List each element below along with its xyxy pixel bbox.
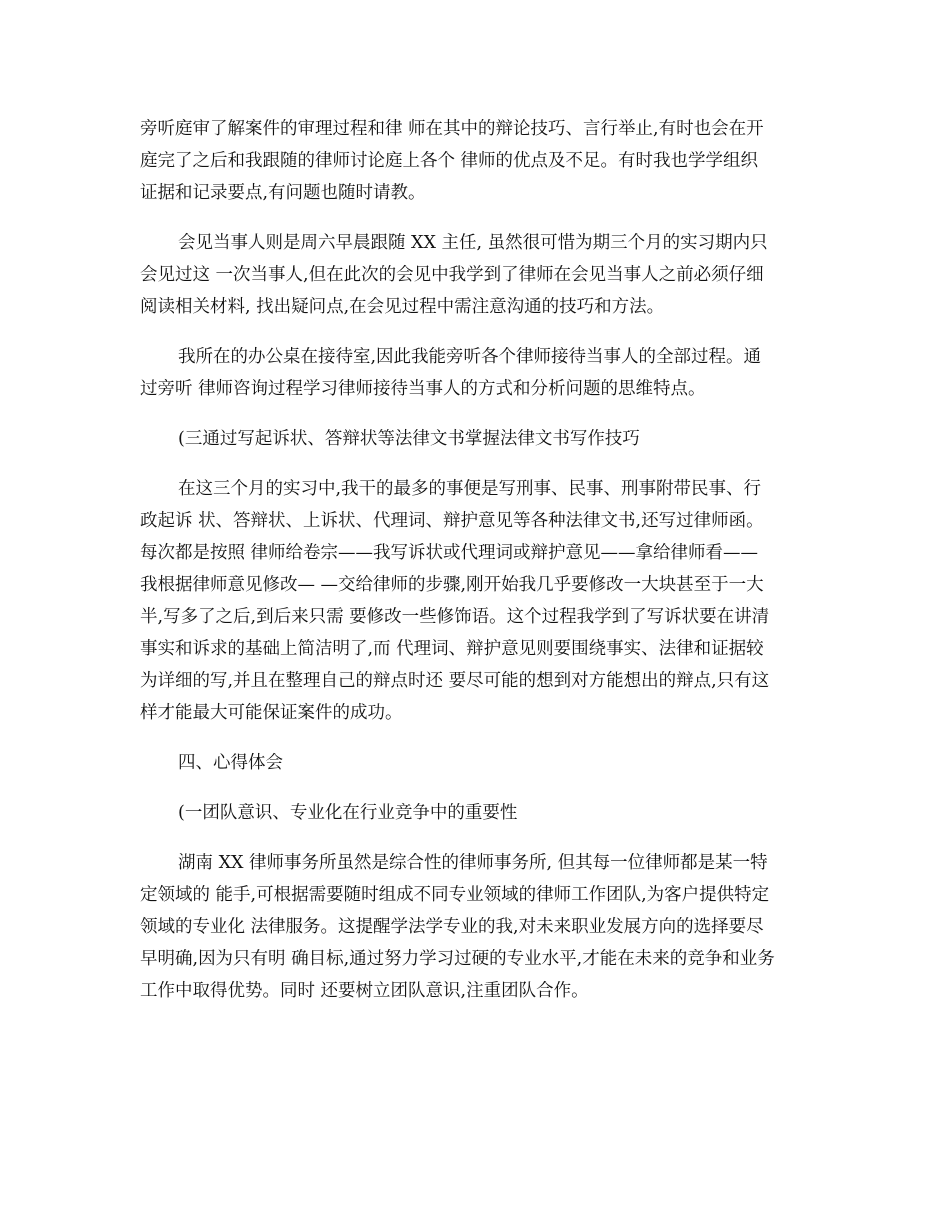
text-line: 定领域的 能手,可根据需要随时组成不同专业领域的律师工作团队,为客户提供特定 bbox=[140, 885, 770, 905]
paragraph-courtroom-observation bbox=[140, 113, 820, 209]
text-line: 早明确,因为只有明 确目标,通过努力学习过硬的专业水平,才能在未来的竞争和业务 bbox=[140, 949, 775, 969]
text-line: 我所在的办公桌在接待室,因此我能旁听各个律师接待当事人的全部过程。通 bbox=[178, 347, 762, 367]
text-line: 旁听庭审了解案件的审理过程和律 师在其中的辩论技巧、言行举止,有时也会在开 bbox=[140, 119, 764, 139]
text-line: 庭完了之后和我跟随的律师讨论庭上各个 律师的优点及不足。有时我也学学组织 bbox=[140, 151, 759, 171]
text-line: 过旁听 律师咨询过程学习律师接待当事人的方式和分析问题的思维特点。 bbox=[140, 379, 706, 399]
text-line: 湖南 XX 律师事务所虽然是综合性的律师事务所, 但其每一位律师都是某一特 bbox=[178, 853, 768, 873]
text-line: 我根据律师意见修改— —交给律师的步骤,刚开始我几乎要修改一大块甚至于一大 bbox=[140, 575, 764, 595]
text-line: 每次都是按照 律师给卷宗——我写诉状或代理词或辩护意见——拿给律师看—— bbox=[140, 543, 759, 563]
text-line: 政起诉 状、答辩状、上诉状、代理词、辩护意见等各种法律文书,还写过律师函。 bbox=[140, 511, 764, 531]
text-line: 事实和诉求的基础上简洁明了,而 代理词、辩护意见则要围绕事实、法律和证据较 bbox=[140, 639, 764, 659]
heading-line: 四、心得体会 bbox=[178, 753, 283, 773]
text-line: 领域的专业化 法律服务。这提醒学法学专业的我,对未来职业发展方向的选择要尽 bbox=[140, 917, 764, 937]
paragraph-legal-documents bbox=[140, 473, 820, 729]
document-body bbox=[140, 113, 820, 1025]
text-line: 证据和记录要点,有问题也随时请教。 bbox=[140, 183, 426, 203]
text-line: 会见过这 一次当事人,但在此次的会见中我学到了律师在会见当事人之前必须仔细 bbox=[140, 265, 764, 285]
text-line: 为详细的写,并且在整理自己的辩点时还 要尽可能的想到对方能想出的辩点,只有这 bbox=[140, 671, 770, 691]
subsection-heading-teamwork bbox=[140, 797, 820, 829]
paragraph-reception-room bbox=[140, 341, 820, 405]
heading-line: (一团队意识、专业化在行业竞争中的重要性 bbox=[178, 803, 518, 823]
text-line: 会见当事人则是周六早晨跟随 XX 主任, 虽然很可惜为期三个月的实习期内只 bbox=[178, 233, 768, 253]
section-heading-reflections bbox=[140, 747, 820, 779]
text-line: 阅读相关材料, 找出疑问点,在会见过程中需注意沟通的技巧和方法。 bbox=[140, 297, 665, 317]
text-line: 样才能最大可能保证案件的成功。 bbox=[140, 703, 403, 723]
paragraph-law-firm-specialization bbox=[140, 847, 820, 1007]
text-line: 在这三个月的实习中,我干的最多的事便是写刑事、民事、刑事附带民事、行 bbox=[178, 479, 762, 499]
heading-line: (三通过写起诉状、答辩状等法律文书掌握法律文书写作技巧 bbox=[178, 429, 640, 449]
text-line: 半,写多了之后,到后来只需 要修改一些修饰语。这个过程我学到了写诉状要在讲清 bbox=[140, 607, 770, 627]
section-heading-legal-writing bbox=[140, 423, 820, 455]
text-line: 工作中取得优势。同时 还要树立团队意识,注重团队合作。 bbox=[140, 981, 589, 1001]
paragraph-client-meeting bbox=[140, 227, 820, 323]
